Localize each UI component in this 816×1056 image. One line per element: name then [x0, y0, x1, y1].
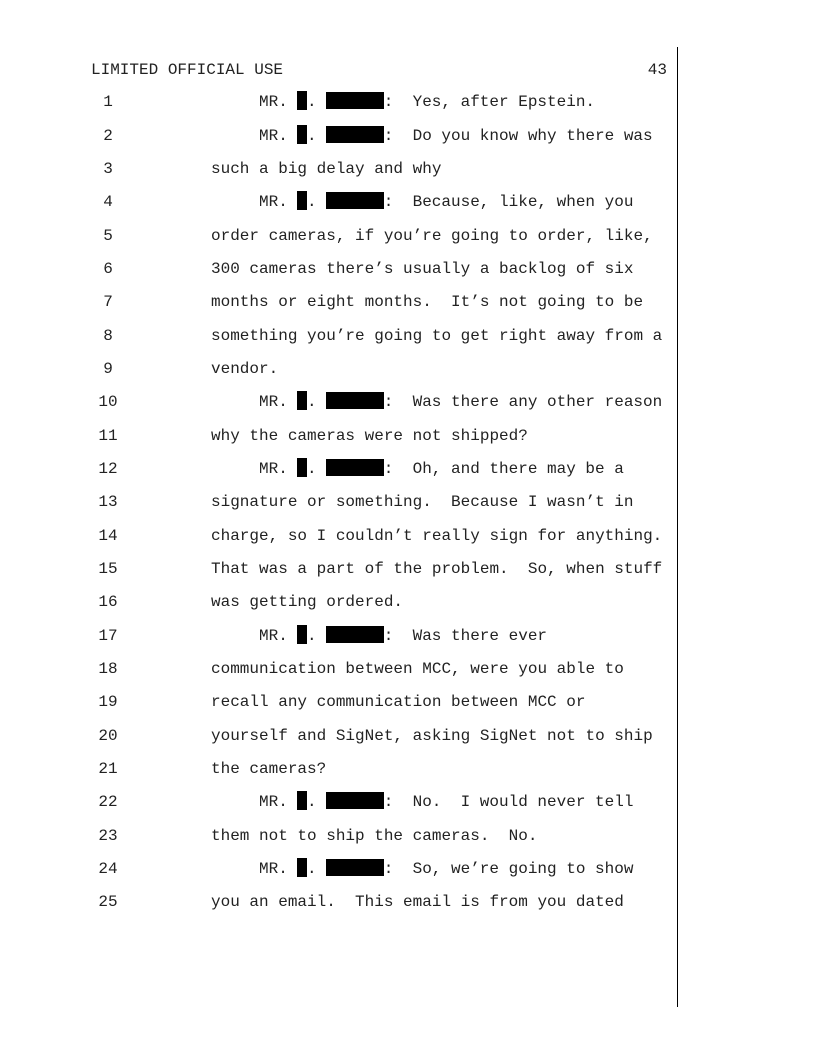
line-number: 4	[103, 193, 113, 212]
transcript-line	[0, 886, 677, 919]
line-number: 9	[103, 359, 113, 378]
line-text: Because, like, when you	[412, 193, 634, 212]
line-content	[211, 553, 662, 586]
speaker-title: MR.	[259, 393, 288, 412]
transcript-line	[0, 186, 677, 219]
line-content	[211, 720, 653, 753]
redaction-box-initial	[297, 791, 307, 810]
transcript-line	[0, 253, 677, 286]
right-margin-rule	[677, 47, 678, 1007]
line-number: 16	[98, 593, 118, 612]
transcript-line	[0, 320, 677, 353]
speaker-initial-punct: .	[307, 126, 317, 145]
transcript-line	[0, 220, 677, 253]
line-number: 23	[98, 826, 118, 845]
transcript-line	[0, 153, 677, 186]
line-content	[211, 520, 662, 553]
speaker-initial-punct: .	[307, 793, 317, 812]
speaker-name-punct: :	[383, 126, 394, 145]
transcript-line	[0, 420, 677, 453]
line-text: No. I would never tell	[412, 793, 634, 812]
line-content	[211, 153, 441, 186]
redaction-box-name	[326, 192, 384, 209]
redaction-box-name	[326, 392, 384, 409]
redaction-box-name	[326, 859, 384, 876]
line-text: So, we’re going to show	[412, 859, 634, 878]
line-content	[211, 653, 624, 686]
redaction-box-initial	[297, 125, 307, 144]
line-number: 20	[98, 726, 118, 745]
line-number: 6	[103, 259, 113, 278]
redaction-box-initial	[297, 625, 307, 644]
page-number: 43	[647, 61, 667, 79]
line-number: 13	[98, 493, 118, 512]
redaction-box-name	[326, 92, 384, 109]
line-content	[259, 853, 633, 886]
line-content	[259, 120, 653, 153]
line-text: such a big delay and why	[211, 159, 442, 178]
speaker-name-punct: :	[383, 193, 394, 212]
line-content	[211, 820, 537, 853]
line-text: communication between MCC, were you able to	[211, 659, 624, 678]
speaker-initial-punct: .	[307, 193, 317, 212]
line-number: 17	[98, 626, 118, 645]
line-text: months or eight months. It’s not going to be	[211, 293, 644, 312]
line-content	[211, 253, 633, 286]
line-content	[211, 220, 653, 253]
transcript-body	[0, 86, 677, 926]
line-number: 18	[98, 659, 118, 678]
line-number: 7	[103, 293, 113, 312]
line-content	[211, 486, 633, 519]
line-content	[259, 186, 633, 219]
line-number: 25	[98, 893, 118, 912]
speaker-title: MR.	[259, 626, 288, 645]
line-content	[211, 353, 278, 386]
line-number: 10	[98, 393, 118, 412]
transcript-line	[0, 353, 677, 386]
line-content	[259, 86, 595, 119]
transcript-line	[0, 586, 677, 619]
transcript-line	[0, 653, 677, 686]
line-number: 19	[98, 693, 118, 712]
line-text: 300 cameras there’s usually a backlog of six	[211, 259, 634, 278]
speaker-initial-punct: .	[307, 626, 317, 645]
redaction-box-initial	[297, 91, 307, 110]
speaker-title: MR.	[259, 859, 288, 878]
redaction-box-name	[326, 126, 384, 143]
line-number: 12	[98, 459, 118, 478]
speaker-title: MR.	[259, 459, 288, 478]
transcript-line	[0, 753, 677, 786]
line-text: why the cameras were not shipped?	[211, 426, 528, 445]
line-content	[211, 686, 585, 719]
line-number: 5	[103, 226, 113, 245]
speaker-title: MR.	[259, 793, 288, 812]
speaker-title: MR.	[259, 93, 288, 112]
transcript-line	[0, 686, 677, 719]
line-content	[259, 620, 547, 653]
line-text: signature or something. Because I wasn’t in	[211, 493, 634, 512]
redaction-box-name	[326, 459, 384, 476]
line-content	[259, 453, 624, 486]
line-number: 21	[98, 759, 118, 778]
line-number: 8	[103, 326, 113, 345]
redaction-box-name	[326, 792, 384, 809]
transcript-line	[0, 853, 677, 886]
line-text: Was there any other reason	[412, 393, 663, 412]
speaker-name-punct: :	[383, 93, 394, 112]
line-text: Oh, and there may be a	[412, 459, 624, 478]
line-content	[211, 753, 326, 786]
speaker-initial-punct: .	[307, 93, 317, 112]
transcript-line	[0, 553, 677, 586]
line-text: recall any communication between MCC or	[211, 693, 586, 712]
line-number: 1	[103, 93, 113, 112]
line-content	[211, 420, 528, 453]
line-number: 24	[98, 859, 118, 878]
line-text: something you’re going to get right away from a	[211, 326, 663, 345]
line-number: 15	[98, 559, 118, 578]
line-number: 11	[98, 426, 118, 445]
redaction-box-initial	[297, 458, 307, 477]
speaker-name-punct: :	[383, 626, 394, 645]
line-text: Was there ever	[412, 626, 548, 645]
transcript-line	[0, 386, 677, 419]
line-text: That was a part of the problem. So, when stuff	[211, 559, 663, 578]
transcript-line	[0, 286, 677, 319]
speaker-name-punct: :	[383, 393, 394, 412]
line-content	[259, 786, 633, 819]
line-text: you an email. This email is from you dated	[211, 893, 624, 912]
line-text: order cameras, if you’re going to order, like,	[211, 226, 653, 245]
transcript-line	[0, 453, 677, 486]
transcript-line	[0, 820, 677, 853]
line-text: the cameras?	[211, 759, 327, 778]
line-text: yourself and SigNet, asking SigNet not to ship	[211, 726, 653, 745]
speaker-initial-punct: .	[307, 859, 317, 878]
line-number: 2	[103, 126, 113, 145]
line-content	[259, 386, 662, 419]
line-number: 14	[98, 526, 118, 545]
line-text: Yes, after Epstein.	[412, 93, 596, 112]
line-content	[211, 586, 403, 619]
line-number: 22	[98, 793, 118, 812]
transcript-line	[0, 86, 677, 119]
redaction-box-initial	[297, 391, 307, 410]
line-text: charge, so I couldn’t really sign for anything.	[211, 526, 663, 545]
classification-marking: LIMITED OFFICIAL USE	[91, 61, 284, 79]
speaker-initial-punct: .	[307, 393, 317, 412]
redaction-box-name	[326, 626, 384, 643]
line-content	[211, 320, 662, 353]
line-text: Do you know why there was	[412, 126, 653, 145]
speaker-title: MR.	[259, 126, 288, 145]
speaker-title: MR.	[259, 193, 288, 212]
speaker-name-punct: :	[383, 859, 394, 878]
transcript-line	[0, 720, 677, 753]
speaker-name-punct: :	[383, 793, 394, 812]
redaction-box-initial	[297, 858, 307, 877]
speaker-initial-punct: .	[307, 459, 317, 478]
transcript-line	[0, 520, 677, 553]
speaker-name-punct: :	[383, 459, 394, 478]
transcript-line	[0, 786, 677, 819]
transcript-line	[0, 620, 677, 653]
transcript-line	[0, 486, 677, 519]
redaction-box-initial	[297, 191, 307, 210]
line-text: them not to ship the cameras. No.	[211, 826, 538, 845]
line-text: was getting ordered.	[211, 593, 404, 612]
transcript-line	[0, 120, 677, 153]
line-text: vendor.	[211, 359, 279, 378]
line-content	[211, 886, 624, 919]
line-number: 3	[103, 159, 113, 178]
line-content	[211, 286, 643, 319]
